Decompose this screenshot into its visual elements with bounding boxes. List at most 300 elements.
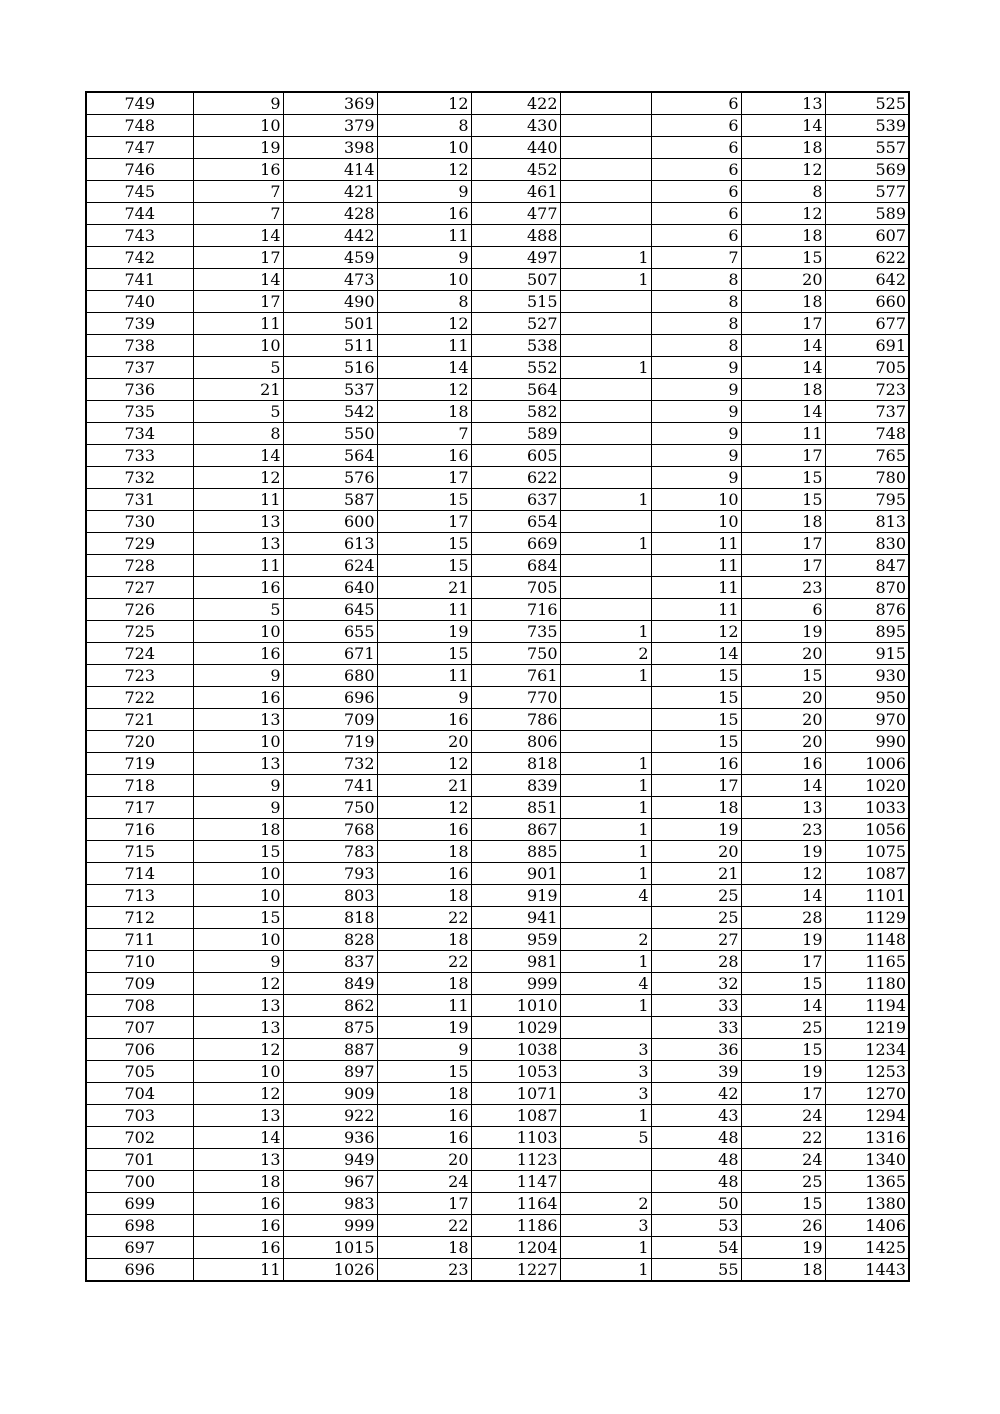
score-cell: 731 bbox=[86, 489, 193, 511]
table-cell: 950 bbox=[825, 687, 909, 709]
table-cell: 17 bbox=[741, 533, 825, 555]
table-cell: 15 bbox=[377, 1061, 471, 1083]
table-cell: 11 bbox=[377, 665, 471, 687]
table-cell: 1123 bbox=[471, 1149, 560, 1171]
table-cell: 1194 bbox=[825, 995, 909, 1017]
table-cell bbox=[560, 159, 651, 181]
table-cell: 50 bbox=[651, 1193, 741, 1215]
table-cell: 15 bbox=[193, 907, 283, 929]
table-cell: 9 bbox=[651, 445, 741, 467]
table-cell: 19 bbox=[741, 621, 825, 643]
table-cell: 20 bbox=[377, 731, 471, 753]
table-cell: 22 bbox=[377, 907, 471, 929]
table-cell: 10 bbox=[193, 863, 283, 885]
table-cell: 16 bbox=[377, 709, 471, 731]
table-cell: 605 bbox=[471, 445, 560, 467]
table-cell: 14 bbox=[193, 225, 283, 247]
table-cell: 20 bbox=[741, 687, 825, 709]
table-cell: 983 bbox=[283, 1193, 377, 1215]
table-cell: 11 bbox=[651, 533, 741, 555]
table-cell bbox=[560, 599, 651, 621]
table-cell: 990 bbox=[825, 731, 909, 753]
table-cell: 671 bbox=[283, 643, 377, 665]
table-cell: 909 bbox=[283, 1083, 377, 1105]
table-row bbox=[86, 841, 909, 863]
table-cell: 887 bbox=[283, 1039, 377, 1061]
table-cell: 1380 bbox=[825, 1193, 909, 1215]
table-cell: 17 bbox=[741, 313, 825, 335]
table-cell: 9 bbox=[651, 467, 741, 489]
table-cell: 5 bbox=[193, 599, 283, 621]
table-row bbox=[86, 995, 909, 1017]
table-cell: 19 bbox=[377, 621, 471, 643]
table-cell: 732 bbox=[283, 753, 377, 775]
table-cell: 20 bbox=[741, 709, 825, 731]
table-cell: 1 bbox=[560, 357, 651, 379]
table-cell: 741 bbox=[283, 775, 377, 797]
table-row bbox=[86, 115, 909, 137]
table-cell: 459 bbox=[283, 247, 377, 269]
score-cell: 749 bbox=[86, 92, 193, 115]
table-cell: 770 bbox=[471, 687, 560, 709]
score-cell: 700 bbox=[86, 1171, 193, 1193]
table-cell: 9 bbox=[193, 797, 283, 819]
table-cell: 14 bbox=[741, 775, 825, 797]
table-row bbox=[86, 1083, 909, 1105]
table-cell: 750 bbox=[283, 797, 377, 819]
score-cell: 746 bbox=[86, 159, 193, 181]
table-cell: 501 bbox=[283, 313, 377, 335]
score-cell: 728 bbox=[86, 555, 193, 577]
table-cell: 818 bbox=[283, 907, 377, 929]
table-cell: 20 bbox=[741, 269, 825, 291]
table-cell: 1 bbox=[560, 621, 651, 643]
table-cell bbox=[560, 709, 651, 731]
table-cell: 828 bbox=[283, 929, 377, 951]
table-cell: 13 bbox=[193, 1105, 283, 1127]
table-cell: 2 bbox=[560, 1193, 651, 1215]
table-cell: 1071 bbox=[471, 1083, 560, 1105]
score-cell: 703 bbox=[86, 1105, 193, 1127]
table-cell: 488 bbox=[471, 225, 560, 247]
table-row bbox=[86, 401, 909, 423]
score-cell: 721 bbox=[86, 709, 193, 731]
table-row bbox=[86, 467, 909, 489]
table-cell: 851 bbox=[471, 797, 560, 819]
table-cell: 21 bbox=[651, 863, 741, 885]
table-cell: 15 bbox=[741, 665, 825, 687]
table-cell: 839 bbox=[471, 775, 560, 797]
table-cell: 705 bbox=[471, 577, 560, 599]
score-cell: 710 bbox=[86, 951, 193, 973]
table-cell: 25 bbox=[741, 1017, 825, 1039]
table-cell: 12 bbox=[651, 621, 741, 643]
score-cell: 732 bbox=[86, 467, 193, 489]
table-cell: 24 bbox=[741, 1149, 825, 1171]
table-cell: 1294 bbox=[825, 1105, 909, 1127]
table-cell: 696 bbox=[283, 687, 377, 709]
table-cell: 830 bbox=[825, 533, 909, 555]
table-cell: 3 bbox=[560, 1215, 651, 1237]
table-cell: 1 bbox=[560, 951, 651, 973]
table-cell: 705 bbox=[825, 357, 909, 379]
table-cell: 18 bbox=[377, 1083, 471, 1105]
score-cell: 714 bbox=[86, 863, 193, 885]
table-cell: 1 bbox=[560, 1259, 651, 1282]
table-cell: 3 bbox=[560, 1061, 651, 1083]
table-cell: 539 bbox=[825, 115, 909, 137]
table-cell: 42 bbox=[651, 1083, 741, 1105]
table-cell: 1 bbox=[560, 819, 651, 841]
table-cell: 13 bbox=[193, 995, 283, 1017]
table-cell: 17 bbox=[377, 1193, 471, 1215]
table-cell: 589 bbox=[471, 423, 560, 445]
score-cell: 736 bbox=[86, 379, 193, 401]
table-cell: 16 bbox=[377, 445, 471, 467]
table-cell: 28 bbox=[651, 951, 741, 973]
table-cell bbox=[560, 423, 651, 445]
table-cell: 8 bbox=[651, 313, 741, 335]
table-cell: 18 bbox=[741, 225, 825, 247]
table-cell: 18 bbox=[377, 929, 471, 951]
table-cell: 10 bbox=[193, 115, 283, 137]
table-cell: 709 bbox=[283, 709, 377, 731]
table-cell: 18 bbox=[651, 797, 741, 819]
table-cell: 959 bbox=[471, 929, 560, 951]
table-cell: 25 bbox=[741, 1171, 825, 1193]
table-cell: 1219 bbox=[825, 1017, 909, 1039]
table-cell: 12 bbox=[193, 973, 283, 995]
table-cell: 677 bbox=[825, 313, 909, 335]
table-cell: 12 bbox=[193, 1039, 283, 1061]
table-cell: 669 bbox=[471, 533, 560, 555]
table-cell: 10 bbox=[651, 511, 741, 533]
score-cell: 708 bbox=[86, 995, 193, 1017]
table-cell: 11 bbox=[377, 599, 471, 621]
table-cell: 1365 bbox=[825, 1171, 909, 1193]
table-cell: 1075 bbox=[825, 841, 909, 863]
table-row bbox=[86, 687, 909, 709]
table-cell: 847 bbox=[825, 555, 909, 577]
table-cell: 53 bbox=[651, 1215, 741, 1237]
table-cell: 8 bbox=[741, 181, 825, 203]
table-cell: 16 bbox=[193, 1237, 283, 1259]
table-cell: 17 bbox=[741, 555, 825, 577]
table-row bbox=[86, 599, 909, 621]
table-cell: 4 bbox=[560, 973, 651, 995]
table-cell: 497 bbox=[471, 247, 560, 269]
table-cell: 25 bbox=[651, 885, 741, 907]
table-row bbox=[86, 731, 909, 753]
table-cell: 14 bbox=[741, 401, 825, 423]
table-cell: 1087 bbox=[471, 1105, 560, 1127]
table-cell: 19 bbox=[741, 1061, 825, 1083]
table-row bbox=[86, 203, 909, 225]
table-cell: 8 bbox=[651, 269, 741, 291]
score-cell: 716 bbox=[86, 819, 193, 841]
table-cell: 15 bbox=[741, 467, 825, 489]
table-cell: 490 bbox=[283, 291, 377, 313]
table-cell: 10 bbox=[193, 929, 283, 951]
table-cell: 1 bbox=[560, 1237, 651, 1259]
table-cell: 48 bbox=[651, 1127, 741, 1149]
table-cell: 1033 bbox=[825, 797, 909, 819]
table-cell: 719 bbox=[283, 731, 377, 753]
table-cell: 783 bbox=[283, 841, 377, 863]
table-cell: 915 bbox=[825, 643, 909, 665]
table-cell: 12 bbox=[193, 467, 283, 489]
score-cell: 707 bbox=[86, 1017, 193, 1039]
table-cell: 557 bbox=[825, 137, 909, 159]
table-cell: 803 bbox=[283, 885, 377, 907]
score-cell: 706 bbox=[86, 1039, 193, 1061]
table-cell: 870 bbox=[825, 577, 909, 599]
score-cell: 723 bbox=[86, 665, 193, 687]
table-cell: 1 bbox=[560, 841, 651, 863]
table-cell: 23 bbox=[377, 1259, 471, 1282]
table-row bbox=[86, 489, 909, 511]
table-cell: 862 bbox=[283, 995, 377, 1017]
table-row bbox=[86, 1215, 909, 1237]
table-cell: 748 bbox=[825, 423, 909, 445]
table-cell: 542 bbox=[283, 401, 377, 423]
table-cell: 18 bbox=[193, 1171, 283, 1193]
table-cell: 9 bbox=[193, 775, 283, 797]
table-row bbox=[86, 819, 909, 841]
table-row bbox=[86, 973, 909, 995]
table-cell: 33 bbox=[651, 1017, 741, 1039]
table-cell: 22 bbox=[741, 1127, 825, 1149]
table-cell: 17 bbox=[193, 291, 283, 313]
table-cell: 16 bbox=[193, 1193, 283, 1215]
score-cell: 724 bbox=[86, 643, 193, 665]
table-cell: 17 bbox=[377, 511, 471, 533]
score-cell: 705 bbox=[86, 1061, 193, 1083]
score-cell: 713 bbox=[86, 885, 193, 907]
table-cell: 13 bbox=[193, 1017, 283, 1039]
table-cell: 15 bbox=[741, 1039, 825, 1061]
score-cell: 720 bbox=[86, 731, 193, 753]
table-cell: 19 bbox=[651, 819, 741, 841]
table-cell: 1316 bbox=[825, 1127, 909, 1149]
table-cell: 16 bbox=[193, 577, 283, 599]
table-cell: 2 bbox=[560, 643, 651, 665]
table-cell: 768 bbox=[283, 819, 377, 841]
table-cell: 12 bbox=[741, 159, 825, 181]
table-cell: 18 bbox=[377, 973, 471, 995]
table-cell: 18 bbox=[741, 379, 825, 401]
score-cell: 729 bbox=[86, 533, 193, 555]
table-row bbox=[86, 753, 909, 775]
table-cell bbox=[560, 1171, 651, 1193]
table-cell bbox=[560, 445, 651, 467]
table-cell: 761 bbox=[471, 665, 560, 687]
table-cell: 16 bbox=[193, 643, 283, 665]
table-cell: 39 bbox=[651, 1061, 741, 1083]
table-cell: 576 bbox=[283, 467, 377, 489]
table-cell: 750 bbox=[471, 643, 560, 665]
table-cell: 1165 bbox=[825, 951, 909, 973]
score-cell: 741 bbox=[86, 269, 193, 291]
table-cell: 622 bbox=[825, 247, 909, 269]
score-cell: 739 bbox=[86, 313, 193, 335]
table-cell: 369 bbox=[283, 92, 377, 115]
table-row bbox=[86, 1017, 909, 1039]
table-cell: 17 bbox=[651, 775, 741, 797]
table-cell: 564 bbox=[471, 379, 560, 401]
table-cell: 515 bbox=[471, 291, 560, 313]
table-cell: 16 bbox=[377, 819, 471, 841]
table-row bbox=[86, 643, 909, 665]
table-row bbox=[86, 181, 909, 203]
table-cell: 1 bbox=[560, 753, 651, 775]
table-cell: 452 bbox=[471, 159, 560, 181]
table-cell bbox=[560, 555, 651, 577]
table-row bbox=[86, 1105, 909, 1127]
table-cell: 12 bbox=[741, 863, 825, 885]
table-cell: 10 bbox=[193, 335, 283, 357]
table-cell: 1406 bbox=[825, 1215, 909, 1237]
table-cell: 18 bbox=[741, 511, 825, 533]
table-cell: 21 bbox=[377, 577, 471, 599]
table-row bbox=[86, 1237, 909, 1259]
table-cell: 16 bbox=[193, 1215, 283, 1237]
table-cell: 9 bbox=[377, 181, 471, 203]
table-cell: 15 bbox=[193, 841, 283, 863]
table-cell bbox=[560, 401, 651, 423]
table-cell: 10 bbox=[377, 137, 471, 159]
table-cell bbox=[560, 291, 651, 313]
table-cell: 21 bbox=[193, 379, 283, 401]
table-cell: 3 bbox=[560, 1083, 651, 1105]
table-cell: 12 bbox=[377, 379, 471, 401]
table-cell: 15 bbox=[651, 709, 741, 731]
table-cell: 613 bbox=[283, 533, 377, 555]
score-cell: 698 bbox=[86, 1215, 193, 1237]
table-cell: 867 bbox=[471, 819, 560, 841]
table-row bbox=[86, 269, 909, 291]
table-cell: 14 bbox=[741, 995, 825, 1017]
table-cell: 22 bbox=[377, 1215, 471, 1237]
table-cell: 765 bbox=[825, 445, 909, 467]
table-cell: 967 bbox=[283, 1171, 377, 1193]
score-cell: 737 bbox=[86, 357, 193, 379]
table-cell: 14 bbox=[741, 357, 825, 379]
table-cell: 640 bbox=[283, 577, 377, 599]
table-row bbox=[86, 159, 909, 181]
table-cell: 6 bbox=[651, 92, 741, 115]
table-cell: 10 bbox=[193, 885, 283, 907]
table-row bbox=[86, 929, 909, 951]
table-cell: 7 bbox=[193, 181, 283, 203]
table-cell: 422 bbox=[471, 92, 560, 115]
table-cell: 1129 bbox=[825, 907, 909, 929]
table-cell: 477 bbox=[471, 203, 560, 225]
table-cell: 5 bbox=[193, 401, 283, 423]
score-cell: 725 bbox=[86, 621, 193, 643]
table-cell: 19 bbox=[377, 1017, 471, 1039]
table-cell: 17 bbox=[741, 1083, 825, 1105]
table-cell bbox=[560, 907, 651, 929]
table-cell: 16 bbox=[741, 753, 825, 775]
table-cell: 885 bbox=[471, 841, 560, 863]
table-row bbox=[86, 511, 909, 533]
table-cell: 11 bbox=[651, 555, 741, 577]
table-cell: 577 bbox=[825, 181, 909, 203]
table-cell: 1164 bbox=[471, 1193, 560, 1215]
table-cell: 18 bbox=[377, 401, 471, 423]
table-cell: 1253 bbox=[825, 1061, 909, 1083]
table-cell: 4 bbox=[560, 885, 651, 907]
table-row bbox=[86, 1149, 909, 1171]
table-cell: 1180 bbox=[825, 973, 909, 995]
table-cell: 33 bbox=[651, 995, 741, 1017]
table-row bbox=[86, 1127, 909, 1149]
table-cell: 1 bbox=[560, 1105, 651, 1127]
table-cell: 16 bbox=[377, 863, 471, 885]
table-cell: 13 bbox=[193, 709, 283, 731]
table-cell bbox=[560, 92, 651, 115]
table-cell: 12 bbox=[741, 203, 825, 225]
table-cell: 19 bbox=[741, 841, 825, 863]
table-cell: 936 bbox=[283, 1127, 377, 1149]
table-cell: 9 bbox=[193, 665, 283, 687]
table-cell: 1 bbox=[560, 269, 651, 291]
table-row bbox=[86, 577, 909, 599]
table-row bbox=[86, 665, 909, 687]
score-cell: 696 bbox=[86, 1259, 193, 1282]
table-row bbox=[86, 247, 909, 269]
table-cell: 550 bbox=[283, 423, 377, 445]
table-cell: 680 bbox=[283, 665, 377, 687]
table-cell: 15 bbox=[741, 1193, 825, 1215]
table-cell: 17 bbox=[377, 467, 471, 489]
table-cell: 20 bbox=[741, 643, 825, 665]
score-cell: 711 bbox=[86, 929, 193, 951]
table-row bbox=[86, 291, 909, 313]
table-cell: 12 bbox=[377, 313, 471, 335]
table-cell: 1227 bbox=[471, 1259, 560, 1282]
table-cell: 735 bbox=[471, 621, 560, 643]
table-cell: 922 bbox=[283, 1105, 377, 1127]
table-cell: 691 bbox=[825, 335, 909, 357]
table-cell: 24 bbox=[377, 1171, 471, 1193]
table-row bbox=[86, 335, 909, 357]
table-cell: 15 bbox=[377, 489, 471, 511]
table-cell: 589 bbox=[825, 203, 909, 225]
table-cell: 16 bbox=[377, 1105, 471, 1127]
table-cell: 15 bbox=[741, 973, 825, 995]
table-cell: 716 bbox=[471, 599, 560, 621]
table-cell: 9 bbox=[193, 92, 283, 115]
table-cell: 780 bbox=[825, 467, 909, 489]
table-cell: 428 bbox=[283, 203, 377, 225]
table-cell: 607 bbox=[825, 225, 909, 247]
table-cell: 901 bbox=[471, 863, 560, 885]
table-cell: 1029 bbox=[471, 1017, 560, 1039]
table-cell: 11 bbox=[741, 423, 825, 445]
table-cell: 9 bbox=[651, 423, 741, 445]
table-row bbox=[86, 1039, 909, 1061]
table-cell: 1425 bbox=[825, 1237, 909, 1259]
table-cell: 1103 bbox=[471, 1127, 560, 1149]
table-cell: 1234 bbox=[825, 1039, 909, 1061]
score-cell: 740 bbox=[86, 291, 193, 313]
table-cell bbox=[560, 379, 651, 401]
score-cell: 699 bbox=[86, 1193, 193, 1215]
table-cell: 655 bbox=[283, 621, 377, 643]
table-row bbox=[86, 555, 909, 577]
